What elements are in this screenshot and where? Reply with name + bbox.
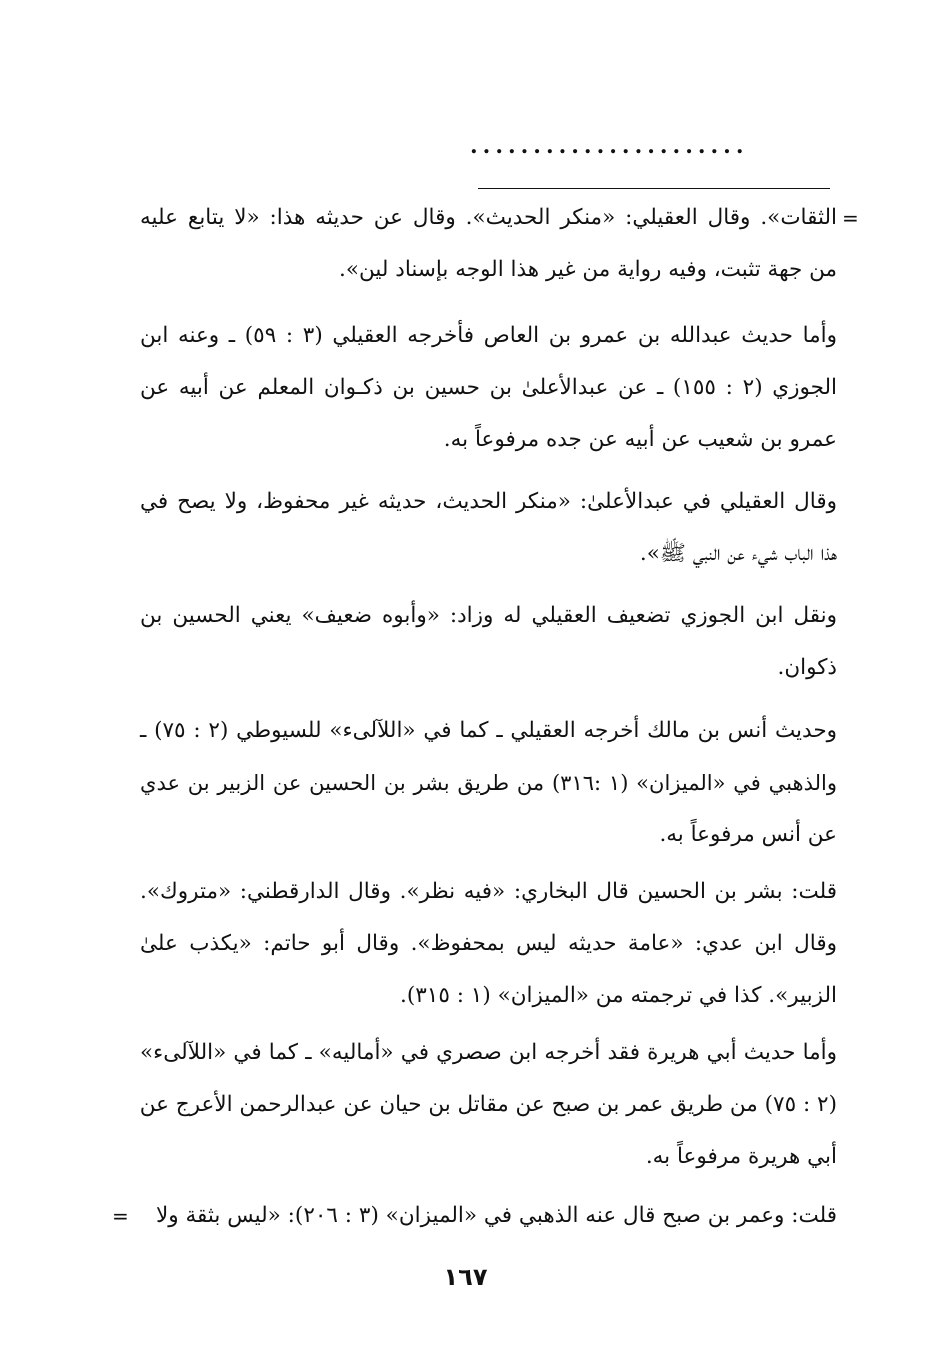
- text-line: وقال ابن عدي: «عامة حديثه ليس بمحفوظ». وقال أبو حاتم: «يكذب علىٰ: [140, 931, 837, 956]
- text-line: الزبير». كذا في ترجمته من «الميزان» (١ : ٣١٥).: [399, 983, 837, 1008]
- text-line: ونقل ابن الجوزي تضعيف العقيلي له وزاد: «وأبوه ضعيف» يعني الحسين بن: [140, 603, 837, 628]
- paragraph-6: [140, 866, 837, 1022]
- text-line: عمرو بن شعيب عن أبيه عن جده مرفوعاً به.: [443, 427, 837, 452]
- page-number: ١٦٧: [443, 1263, 488, 1291]
- text-line: الجوزي (٢ : ١٥٥) ـ عن عبدالأعلىٰ بن حسين بن ذكـوان المعلم عن أبيه عن: [140, 375, 837, 400]
- text-line: (٢ : ٧٥) من طريق عمر بن صبح عن مقاتل بن حيان عن عبدالرحمن الأعرج عن: [139, 1092, 837, 1117]
- paragraph-8: [150, 1190, 837, 1242]
- paragraph-2: [140, 310, 837, 466]
- paragraph-4: [140, 590, 837, 694]
- text-line: ذكوان.: [777, 655, 837, 680]
- text-line: عن أنس مرفوعاً به.: [659, 822, 837, 847]
- header-dots: ......................: [470, 133, 749, 159]
- continuation-mark-top: =: [842, 206, 859, 230]
- paragraph-1: [140, 192, 837, 296]
- text-line: قلت: بشر بن الحسين قال البخاري: «فيه نظر». وقال الدارقطني: «متروك».: [140, 879, 837, 904]
- text-line: والذهبي في «الميزان» (١ :٣١٦) من طريق بشر بن الحسين عن الزبير بن عدي: [140, 770, 837, 795]
- text-line: وحديث أنس بن مالك أخرجه العقيلي ـ كما في «اللآلىء» للسيوطي (٢ : ٧٥) ـ: [140, 718, 837, 743]
- footnote-separator-rule: [478, 188, 830, 189]
- text-line: وأما حديث عبدالله بن عمرو بن العاص فأخرجه العقيلي (٣ : ٥٩) ـ وعنه ابن: [140, 323, 837, 348]
- continuation-mark-bottom: =: [112, 1204, 129, 1228]
- text-line: وأما حديث أبي هريرة فقد أخرجه ابن صصري في «أماليه» ـ كما في «اللآلىء»: [140, 1040, 837, 1065]
- text-line: هذا الباب شيء عن النبي ﷺ».: [639, 541, 837, 566]
- paragraph-5: [140, 705, 837, 861]
- paragraph-7: [140, 1027, 837, 1183]
- text-line: الثقات». وقال العقيلي: «منكر الحديث». وقال عن حديثه هذا: «لا يتابع عليه: [140, 205, 837, 230]
- text-line: أبي هريرة مرفوعاً به.: [645, 1144, 837, 1169]
- text-line: من جهة تثبت، وفيه رواية من غير هذا الوجه بإسناد لين».: [339, 257, 837, 282]
- text-line: وقال العقيلي في عبدالأعلىٰ: «منكر الحديث، حديثه غير محفوظ، ولا يصح في: [140, 489, 837, 514]
- paragraph-3: [140, 476, 837, 580]
- text-line: قلت: وعمر بن صبح قال عنه الذهبي في «الميزان» (٣ : ٢٠٦): «ليس بثقة ولا: [156, 1203, 837, 1228]
